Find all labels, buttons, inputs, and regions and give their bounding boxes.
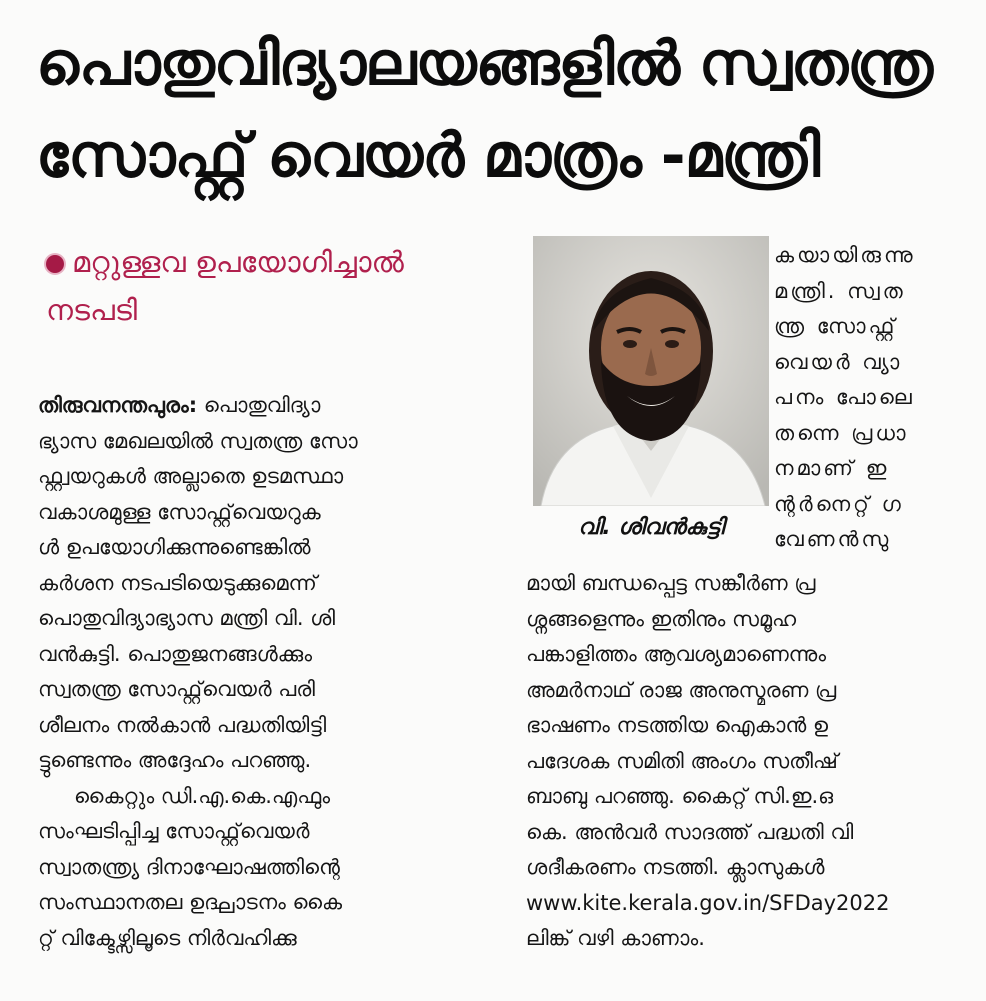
article-line: വേണൻസു [774, 527, 892, 551]
article-line: ഫ്റ്റ്വയറുകൾ അല്ലാതെ ഉടമസ്ഥാ [38, 464, 344, 488]
dateline: തിരുവനന്തപുരം: [38, 393, 198, 417]
article-line: മായി ബന്ധപ്പെട്ട സങ്കീർണ പ്ര [526, 571, 816, 595]
article-line: തന്നെ പ്രധാ [774, 420, 909, 445]
subheadline [46, 238, 486, 334]
subheadline-line-2: നടപടി [46, 293, 138, 327]
article-line: ൾ ഉപയോഗിക്കുന്നുണ്ടെങ്കിൽ [38, 535, 311, 559]
article-line: പദേശക സമിതി അംഗം സതീഷ് [526, 748, 838, 773]
article-line: ബാബു പറഞ്ഞു. കൈറ്റ് സി.ഇ.ഒ [526, 784, 834, 808]
article-line: ട്ടുണ്ടെന്നും അദ്ദേഹം പറഞ്ഞു. [38, 748, 312, 772]
article-line: ശീലനം നൽകാൻ പദ്ധതിയിട്ടി [38, 712, 327, 737]
headline-line-2: സോഫ്റ്റ് വെയർ മാത്രം -മന്ത്രി [36, 121, 820, 191]
article-line: റ്റ് വിക്ടേഴ്സിലൂടെ നിർവഹിക്കു [38, 925, 297, 950]
article-line: ശ്നങ്ങളെന്നും ഇതിനും സമൂഹ [526, 606, 797, 631]
article-line: പനം പോലെ [774, 385, 915, 409]
article-line: അമർനാഥ് രാജ അനുസ്മരണ പ്ര [526, 677, 837, 702]
article-line: കെ. അൻവർ സാദത്ത് പദ്ധതി വി [526, 819, 854, 844]
article-line: തിരുവനന്തപുരം: പൊതുവിദ്യാ [38, 393, 321, 417]
article-column-2-bottom [526, 566, 966, 957]
photo-caption: വി. ശിവൻകുട്ടി [533, 508, 769, 548]
article-column-1 [38, 388, 488, 956]
article-line: ലിങ്ക് വഴി കാണാം. [526, 926, 705, 950]
article-line: സ്വതന്ത്ര സോഫ്റ്റ്‌വെയർ പരി [38, 677, 315, 701]
article-line: സംസ്ഥാനതല ഉദ്ഘാടനം കൈ [38, 890, 343, 914]
article-line: സ്വാതന്ത്ര്യ ദിനാഘോഷത്തിന്റെ [38, 854, 340, 879]
article-line: വെയർ വ്യാ [774, 349, 903, 374]
headline [36, 18, 956, 202]
article-line: വൻകുട്ടി. പൊതുജനങ്ങൾക്കും [38, 641, 313, 666]
article-column-2-top [774, 238, 974, 558]
article-line: നമാണ് ഇ [774, 456, 890, 480]
article-line: ഭാഷണം നടത്തിയ ഐകാൻ ഉ [526, 713, 829, 737]
article-line: സംഘടിപ്പിച്ച സോഫ്റ്റ്‌വെയർ [38, 819, 310, 843]
bullet-icon [46, 255, 64, 273]
article-line: കർശന നടപടിയെടുക്കുമെന്ന് [38, 570, 317, 595]
article-line: വകാശമുള്ള സോഫ്റ്റ്‌വെയറുക [38, 499, 321, 524]
article-line: ശദീകരണം നടത്തി. ക്ലാസുകൾ [526, 855, 825, 879]
subheadline-line-1: മറ്റുള്ളവ ഉപയോഗിച്ചാൽ [72, 245, 404, 279]
article-line: പങ്കാളിത്തം ആവശ്യമാണെന്നും [526, 642, 827, 666]
article-url: www.kite.kerala.gov.in/SFDay2022 [526, 890, 890, 915]
portrait-image [533, 236, 769, 506]
article-line: ന്ത്ര സോഫ്റ്റ് [774, 314, 898, 338]
article-line: പൊതുവിദ്യാഭ്യാസ മന്ത്രി വി. ശി [38, 606, 336, 630]
portrait-photo [533, 236, 769, 506]
article-line: ഭ്യാസ മേഖലയിൽ സ്വതന്ത്ര സോ [38, 428, 358, 453]
article-line: ന്റർനെറ്റ് ഗ [774, 491, 904, 516]
article-line: കയായിരുന്നു [774, 243, 916, 267]
article-line: കൈറ്റും ഡി.എ.കെ.എഫും [74, 783, 330, 808]
headline-line-1: പൊതുവിദ്യാലയങ്ങളിൽ സ്വതന്ത്ര [36, 29, 932, 99]
article-line: മന്ത്രി. സ്വത [774, 278, 906, 303]
